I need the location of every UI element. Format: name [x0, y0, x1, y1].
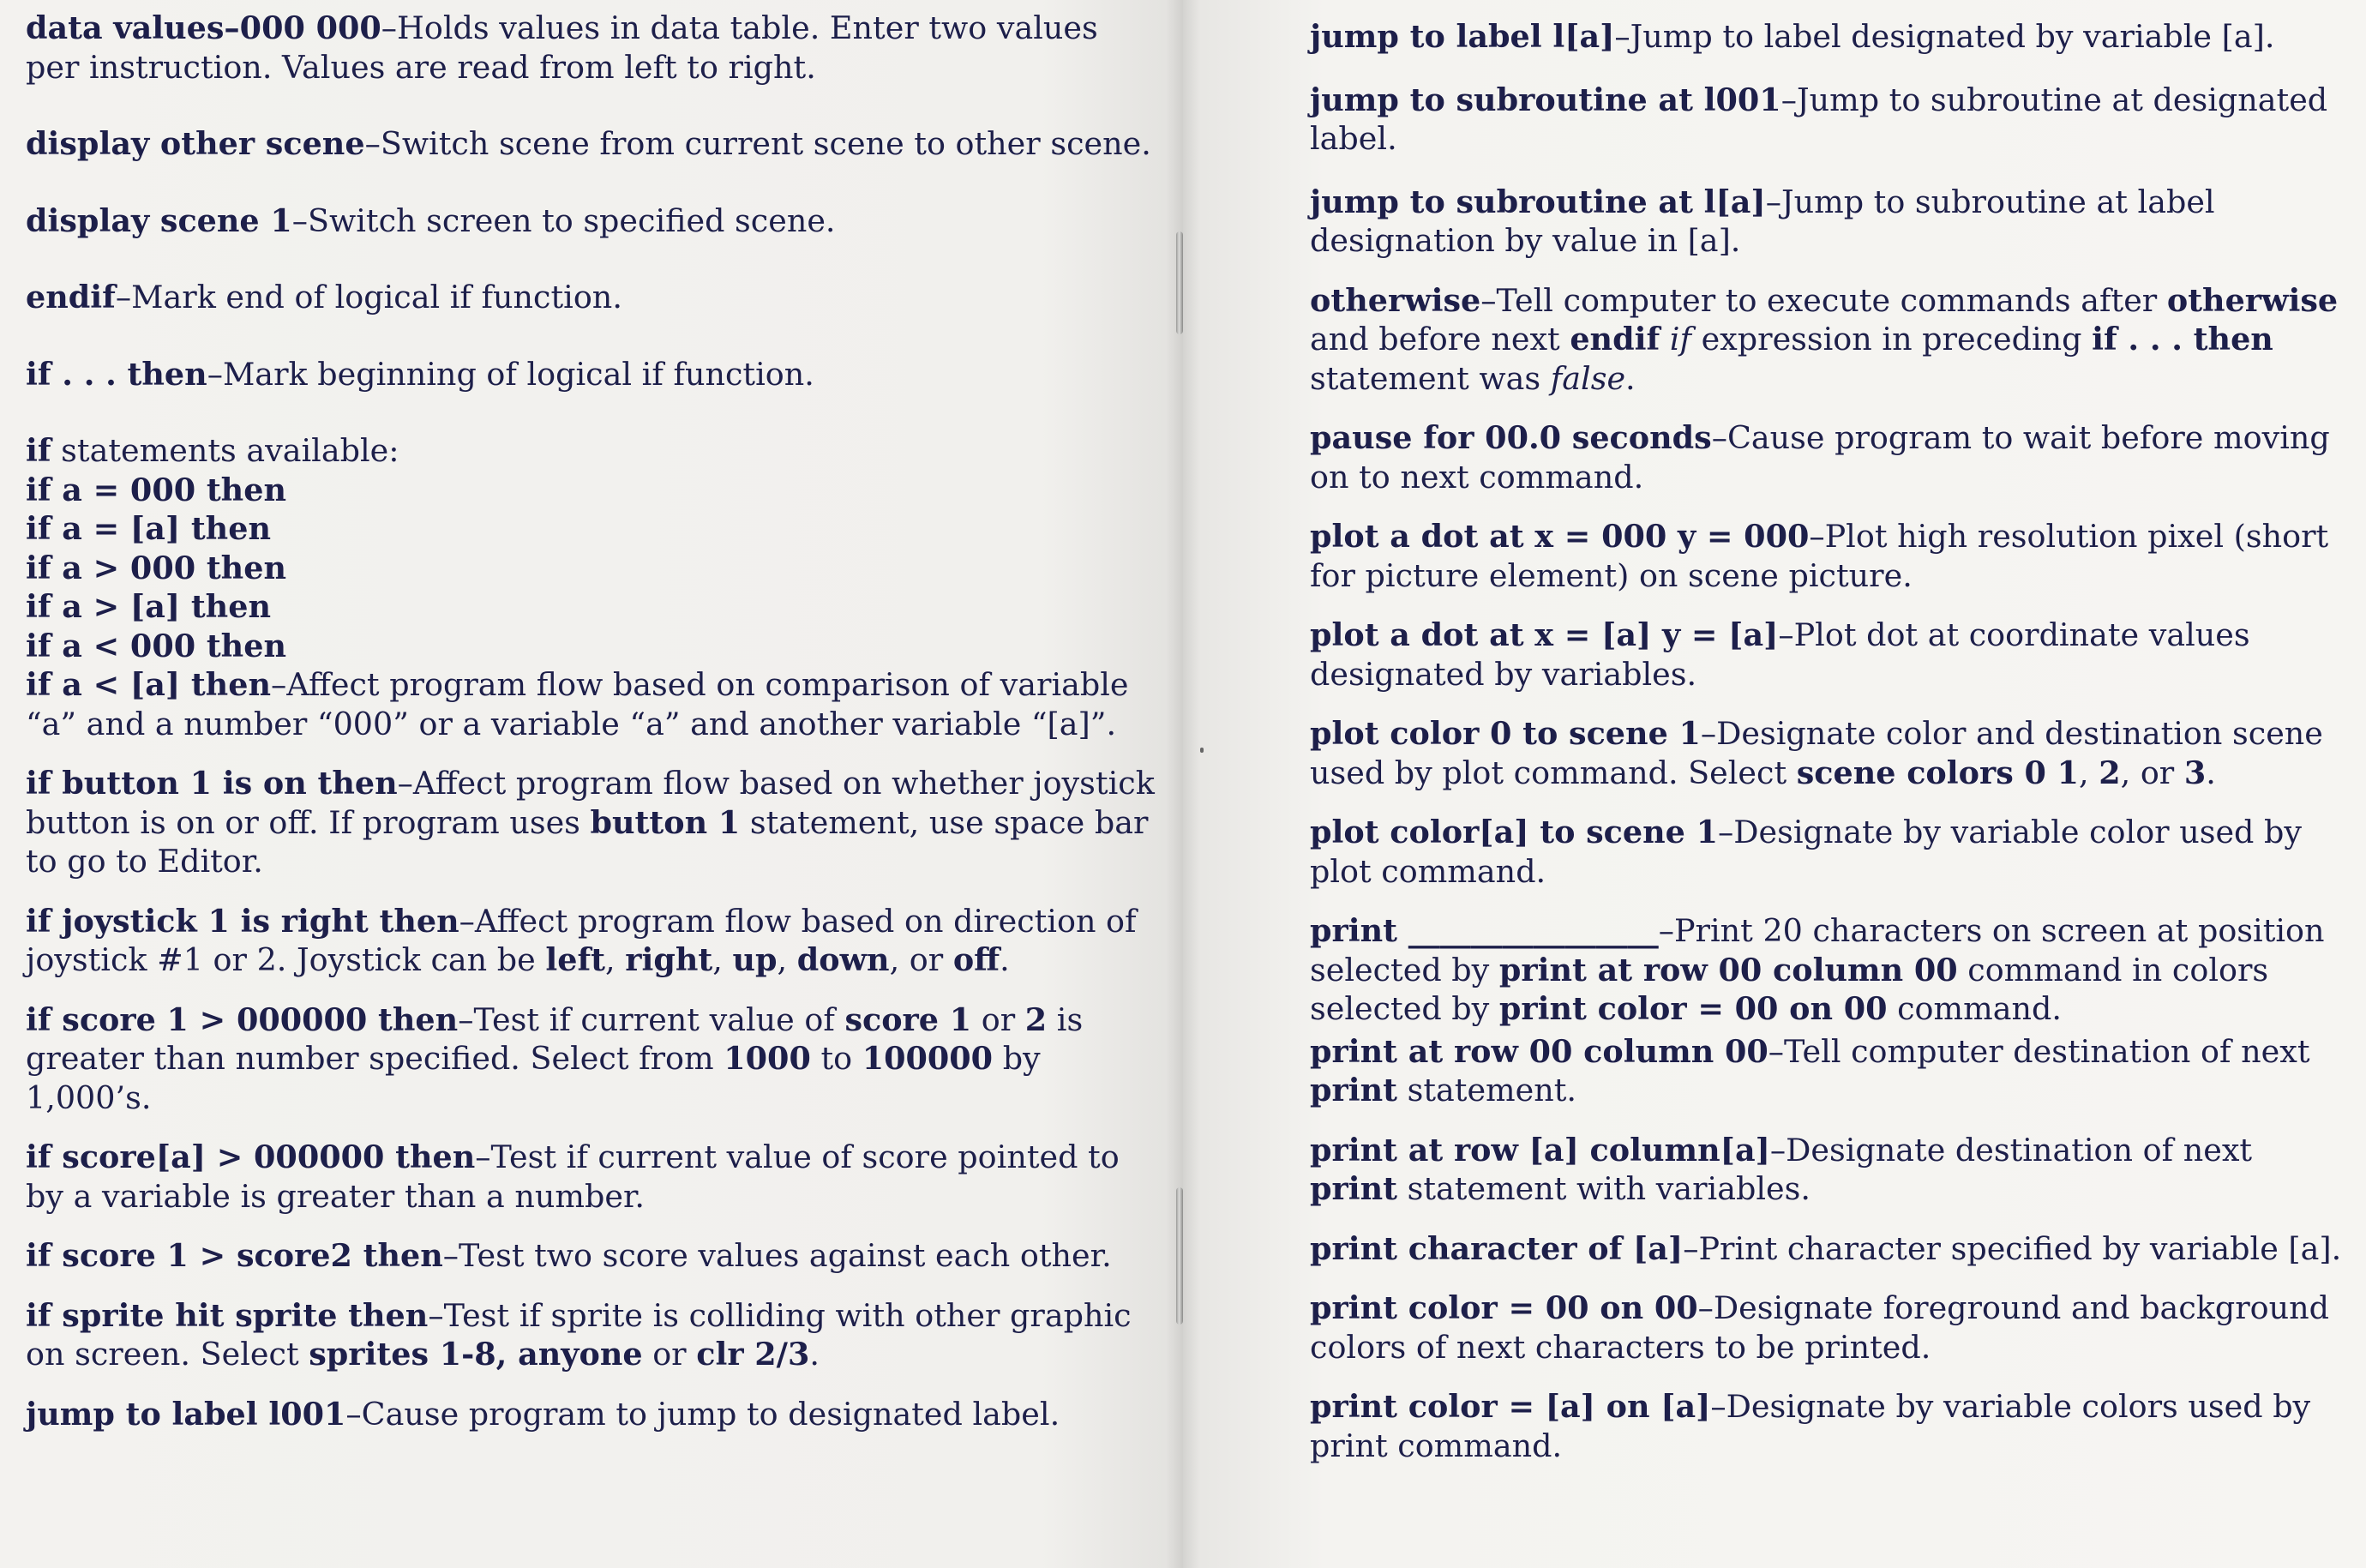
book-gutter: [1166, 0, 1200, 1568]
entry-if-score-compare: if score 1 > score2 then–Test two score values against each other.: [26, 1237, 1112, 1274]
entry-if-sprite-hit: if sprite hit sprite then–Test if sprite is colliding with other graphic on screen. Select sprites 1-8, anyone or clr 2/3.: [26, 1296, 1132, 1373]
entry-plot-color: plot color 0 to scene 1–Designate color and destination scene used by plot command. Select scene colors 0 1, 2, or 3.: [1310, 715, 2323, 791]
entry-display-scene: display scene 1–Switch screen to specified scene.: [26, 201, 836, 239]
entry-print-character: print character of [a]–Print character specified by variable [a].: [1310, 1229, 2342, 1267]
entry-plot-dot-var: plot a dot at x = [a] y = [a]–Plot dot at coordinate values designated by variables.: [1310, 616, 2250, 693]
entry-plot-color-var: plot color[a] to scene 1–Designate by variable color used by plot command.: [1310, 814, 2303, 890]
staple-bottom-icon: [1176, 1187, 1183, 1325]
entry-jump-to-label: jump to label l001–Cause program to jump to designated label.: [26, 1395, 1060, 1433]
left-column: [26, 9, 1157, 1433]
entry-print-color: print color = 00 on 00–Designate foreground and background colors of next characters to be printed.: [1310, 1289, 2330, 1366]
entry-jump-subroutine: jump to subroutine at l001–Jump to subroutine at designated label.: [1310, 81, 2328, 157]
entry-if-score: if score 1 > 000000 then–Test if current value of score 1 or 2 is greater than number specified. Select from 1000 to 100000 by 1,000’s.: [26, 1000, 1084, 1116]
entry-print-at-row-var: print at row [a] column[a]–Designate destination of next print statement with variables.: [1310, 1131, 2253, 1207]
entry-jump-subroutine-var: jump to subroutine at l[a]–Jump to subroutine at label designation by value in [a].: [1310, 183, 2215, 259]
entry-data-values: data values–000 000–Holds values in data table. Enter two values per instruction. Values are read from left to right.: [26, 9, 1098, 86]
entry-print-at-row: print at row 00 column 00–Tell computer destination of next print statement.: [1310, 1032, 2310, 1108]
entry-plot-dot: plot a dot at x = 000 y = 000–Plot high resolution pixel (short for picture element) on scene picture.: [1310, 518, 2329, 594]
entry-if-score-var: if score[a] > 000000 then–Test if current value of score pointed to by a variable is greater than a number.: [26, 1138, 1120, 1215]
entry-print-color-var: print color = [a] on [a]–Designate by variable colors used by print command.: [1310, 1388, 2311, 1464]
entry-jump-label-var: jump to label l[a]–Jump to label designated by variable [a].: [1310, 18, 2275, 55]
entry-print: print ________________–Print 20 characters on screen at position selected by print at row 00 column 00 command in colors selected by print color = 00 on 00 command.: [1310, 912, 2325, 1027]
entry-if-then: if . . . then–Mark beginning of logical if function.: [26, 355, 814, 393]
entry-pause: pause for 00.0 seconds–Cause program to wait before moving on to next command.: [1310, 419, 2330, 496]
entry-if-joystick: if joystick 1 is right then–Affect program flow based on direction of joystick #1 or 2. Joystick can be left, right, up, down, or off.: [26, 902, 1137, 978]
entry-otherwise: otherwise–Tell computer to execute commands after otherwise and before next endif if expression in preceding if . . . then statement was false.: [1310, 281, 2339, 397]
speck-icon: [1200, 748, 1204, 753]
entry-if-statements: if statements available: if a = 000 then if a = [a] then if a > 000 then if a > [a] then if a < 000 then if a < [a] then–Affect program flow based on comparison of variable “a” and a number “000” or a variable “a” and another variable “[a]”.: [26, 432, 1129, 742]
entry-if-button: if button 1 is on then–Affect program flow based on whether joystick button is on or off. If program uses button 1 statement, use space bar to go to Editor.: [26, 765, 1155, 880]
staple-top-icon: [1176, 231, 1183, 334]
right-column: [1310, 17, 2347, 1465]
entry-endif: endif–Mark end of logical if function.: [26, 279, 622, 315]
entry-display-other-scene: display other scene–Switch scene from current scene to other scene.: [26, 125, 1151, 162]
